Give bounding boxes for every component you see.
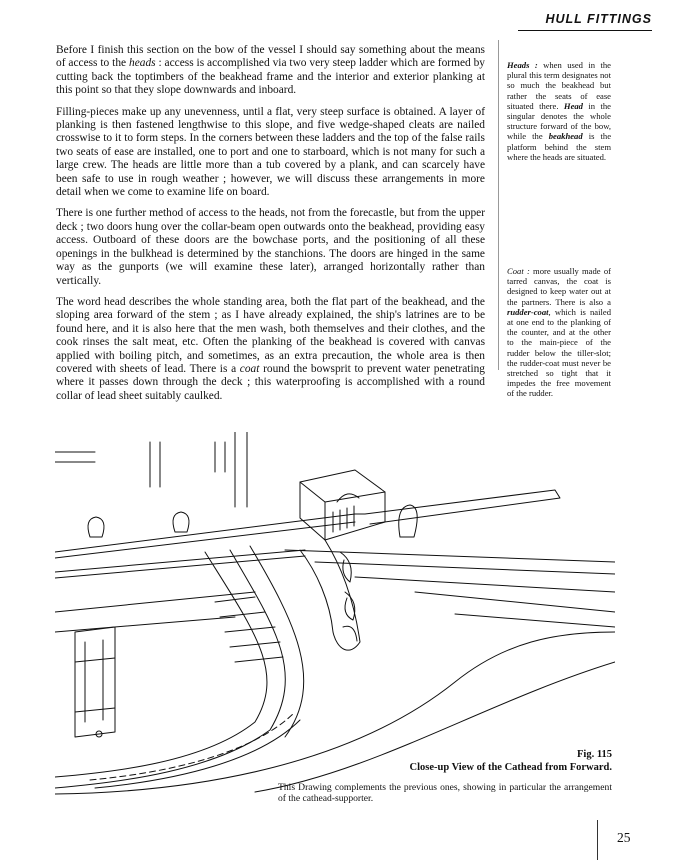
figure-title: Close-up View of the Cathead from Forward. [409, 762, 612, 773]
paragraph-3: There is one further method of access to the heads, not from the forecastle, but from the upper deck ; two doors hung over the collar-beam open outwards onto the beakhead, providing easy access. Outboard of these doors are the bowchase ports, and the positioning of all these openings in the bulkhead is determined by the stanchions. The doors are hinged in the same way as the gunports (we will examine these later), arranged horizontally rather than vertically. [56, 207, 485, 287]
term-heads: heads [129, 57, 156, 70]
header-rule [518, 30, 652, 31]
page-number: 25 [617, 830, 631, 845]
margin-note-coat: Coat : more usually made of tarred canvas, the coat is designed to keep water out at the partners. There is also a rudder-coat, which is nailed at one end to the planking of the counter, and at the other to the main-piece of the rudder below the tiller-slot; the rudder-coat must never be stretched so tight that it impedes the free movement of the rudder. [507, 266, 611, 399]
main-body-text [56, 44, 485, 411]
paragraph-4: The word head describes the whole standing area, both the flat part of the beakhead, and the sloping area forward of the stem ; as I have already explained, the ship's latrines are to be found here, and it is also here that the men wash, both themselves and their clothes, and the cook rinses the salt meat, etc. Often the planking of the beakhead is covered with canvas applied with boiling pitch, and sometimes, as an extra precaution, the whole area is then covered with sheets of lead. There is a coat round the bowsprit to prevent water penetrating where it passes down through the deck ; this waterproofing is accomplished with a round collar of lead sheet suitably caulked. [56, 295, 485, 402]
term-coat: coat [239, 362, 260, 375]
paragraph-1: Before I finish this section on the bow of the vessel I should say something about the means of access to the heads : access is accomplished via two very steep ladder which are formed by cutting back the toptimbers of the beakhead frame and the interior and exterior planking at this point so that they slope downwards and inboard. [56, 44, 485, 97]
margin-note-heads: Heads : when used in the plural this term designates not so much the beakhead but rather the seats of ease situated there. Head in the singular denotes the whole structure forward of the bow, while the beakhead is the platform behind the stem where the heads are situated. [507, 60, 612, 162]
running-header [0, 0, 692, 40]
paragraph-2: Filling-pieces make up any unevenness, until a flat, very steep surface is obtained. A layer of planking is then fastened lengthwise to this slope, and five wedge-shaped cleats are nailed crosswise to it to form steps. In the corners between these ladders and the top of the false rails two seats of ease are installed, one to port and one to starboard, which is not many for such a large crew. The heads are little more than a tub covered by a plank, and can scarcely have been safe to use in rough weather ; however, we will discuss these arrangements in more detail when we come to examine life on board. [56, 105, 485, 199]
page-number-rule [597, 820, 598, 860]
figure-caption: This Drawing complements the previous ones, showing in particular the arrangement of the cathead-supporter. [278, 782, 612, 805]
cathead-drawing [55, 432, 615, 802]
running-header-title: HULL FITTINGS [545, 12, 652, 26]
margin-divider [498, 40, 499, 370]
figure-number: Fig. 115 [576, 749, 612, 760]
